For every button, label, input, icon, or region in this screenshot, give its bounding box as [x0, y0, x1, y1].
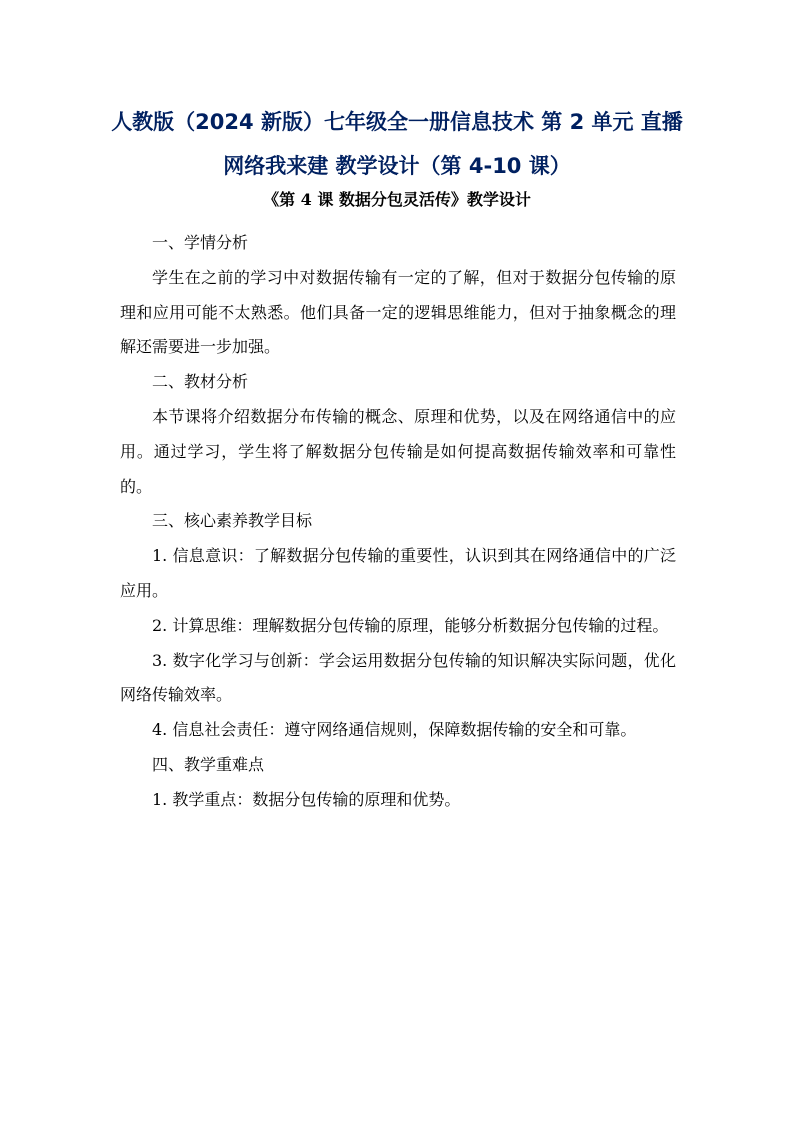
paragraph-situation: 学生在之前的学习中对数据传输有一定的了解，但对于数据分包传输的原理和应用可能不太熟悉。他们具备一定的逻辑思维能力，但对于抽象概念的理解还需要进一步加强。: [120, 267, 676, 357]
section-heading-key-points: 四、教学重难点: [152, 754, 265, 774]
section-heading-situation: 一、学情分析: [152, 233, 249, 252]
objective-item-3: 3. 数字化学习与创新：学会运用数据分包传输的知识解决实际问题，优化网络传输效率。: [120, 650, 676, 705]
objective-item-4: 4. 信息社会责任：遵守网络通信规则，保障数据传输的安全和可靠。: [152, 720, 637, 740]
paragraph-material: 本节课将介绍数据分布传输的概念、原理和优势，以及在网络通信中的应用。通过学习，学生将了解数据分包传输是如何提高数据传输效率和可靠性的。: [120, 406, 676, 496]
section-heading-material: 二、教材分析: [152, 372, 249, 392]
lesson-title: 《第 4 课 数据分包灵活传》教学设计: [263, 190, 531, 209]
objective-item-2: 2. 计算思维：理解数据分包传输的原理，能够分析数据分包传输的过程。: [152, 615, 669, 635]
objective-item-1: 1. 信息意识：了解数据分包传输的重要性，认识到其在网络通信中的广泛应用。: [120, 546, 676, 600]
document-body: [120, 226, 676, 818]
key-point-item-1: 1. 教学重点：数据分包传输的原理和优势。: [152, 789, 461, 809]
section-heading-objectives: 三、核心素养教学目标: [152, 511, 313, 531]
document-title: 人教版（2024 新版）七年级全一册信息技术 第 2 单元 直播网络我来建 教学设计（第 4-10 课）: [111, 110, 683, 178]
